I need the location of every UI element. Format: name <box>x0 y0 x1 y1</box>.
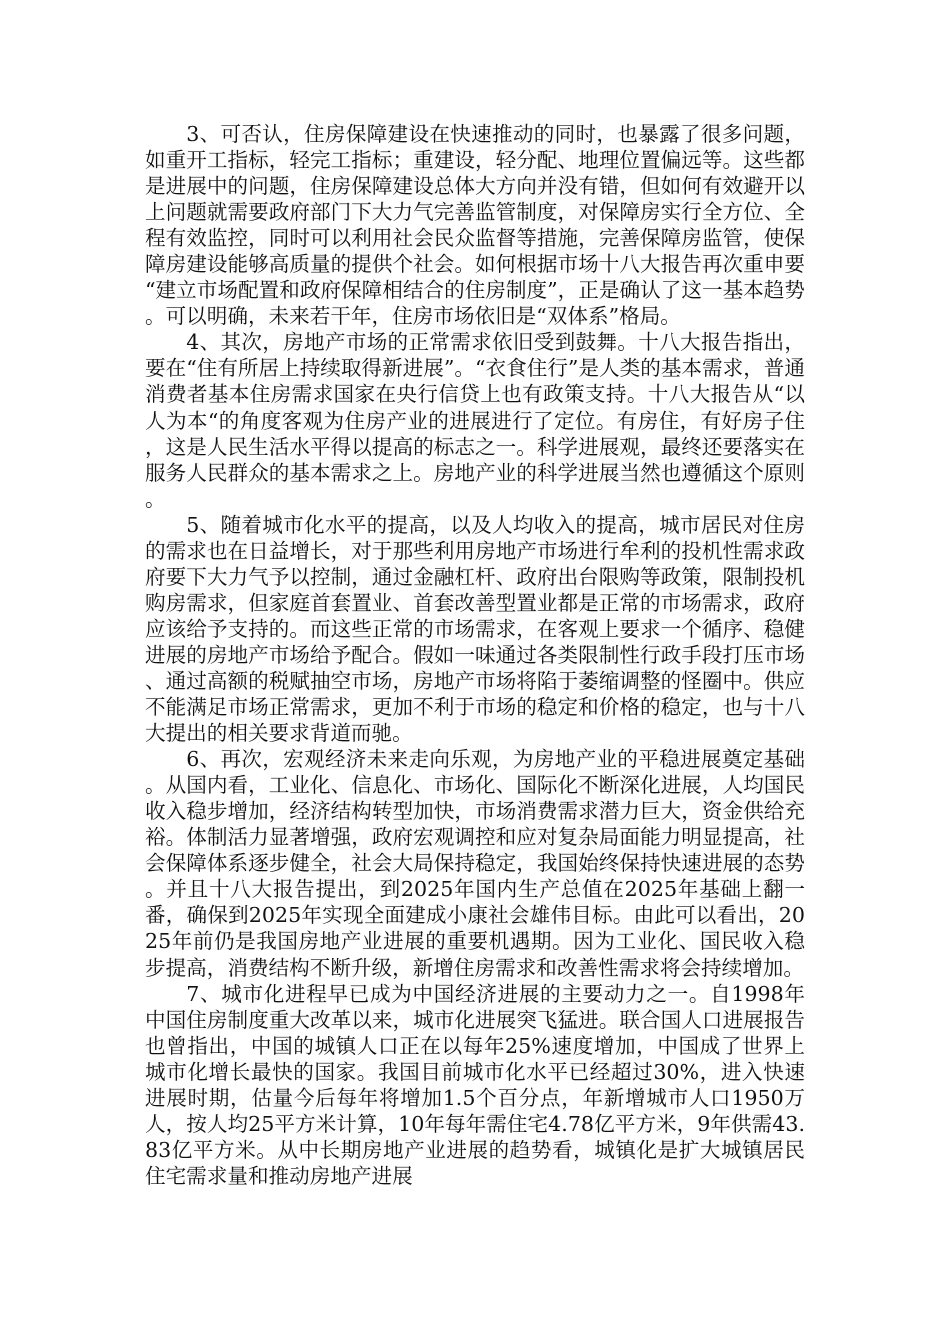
paragraph-6: 6、再次，宏观经济未来走向乐观，为房地产业的平稳进展奠定基础。从国内看，工业化、信息化、市场化、国际化不断深化进展，人均国民收入稳步增加，经济结构转型加快，市场消费需求潜力巨大，资金供给充裕。体制活力显著增强，政府宏观调控和应对复杂局面能力明显提高，社会保障体系逐步健全，社会大局保持稳定，我国始终保持快速进展的态势。并且十八大报告提出，到2025年国内生产总值在2025年基础上翻一番，确保到2025年实现全面建成小康社会雄伟目标。由此可以看出，2025年前仍是我国房地产业进展的重要机遇期。因为工业化、国民收入稳步提高，消费结构不断升级，新增住房需求和改善性需求将会持续增加。 <box>145 747 805 980</box>
document-page <box>145 121 805 1189</box>
paragraph-4: 4、其次，房地产市场的正常需求依旧受到鼓舞。十八大报告指出，要在“住有所居上持续取得新进展”。“衣食住行”是人类的基本需求，普通消费者基本住房需求国家在央行信贷上也有政策支持。十八大报告从“以人为本“的角度客观为住房产业的进展进行了定位。有房住，有好房子住，这是人民生活水平得以提高的标志之一。科学进展观，最终还要落实在服务人民群众的基本需求之上。房地产业的科学进展当然也遵循这个原则。 <box>145 330 805 511</box>
paragraph-7: 7、城市化进程早已成为中国经济进展的主要动力之一。自1998年中国住房制度重大改革以来，城市化进展突飞猛进。联合国人口进展报告也曾指出，中国的城镇人口正在以每年25%速度增加，中国成了世界上城市化增长最快的国家。我国目前城市化水平已经超过30%，进入快速进展时期，估量今后每年将增加1.5个百分点，年新增城市人口1950万人，按人均25平方米计算，10年每年需住宅4.78亿平方米，9年供需43.83亿平方米。从中长期房地产业进展的趋势看，城镇化是扩大城镇居民住宅需求量和推动房地产进展 <box>145 981 805 1188</box>
paragraph-3: 3、可否认，住房保障建设在快速推动的同时，也暴露了很多问题，如重开工指标，轻完工指标；重建设，轻分配、地理位置偏远等。这些都是进展中的问题，住房保障建设总体大方向并没有错，但如何有效避开以上问题就需要政府部门下大力气完善监管制度，对保障房实行全方位、全程有效监控，同时可以利用社会民众监督等措施，完善保障房监管，使保障房建设能够高质量的提供个社会。如何根据市场十八大报告再次重申要“建立市场配置和政府保障相结合的住房制度”，正是确认了这一基本趋势。可以明确，未来若干年，住房市场依旧是“双体系”格局。 <box>145 122 805 329</box>
paragraph-5: 5、随着城市化水平的提高，以及人均收入的提高，城市居民对住房的需求也在日益增长，对于那些利用房地产市场进行牟利的投机性需求政府要下大力气予以控制，通过金融杠杆、政府出台限购等政策，限制投机购房需求，但家庭首套置业、首套改善型置业都是正常的市场需求，政府应该给予支持的。而这些正常的市场需求，在客观上要求一个循序、稳健进展的房地产市场给予配合。假如一味通过各类限制性行政手段打压市场、通过高额的税赋抽空市场，房地产市场将陷于萎缩调整的怪圈中。供应不能满足市场正常需求，更加不利于市场的稳定和价格的稳定，也与十八大提出的相关要求背道而驰。 <box>145 512 805 746</box>
